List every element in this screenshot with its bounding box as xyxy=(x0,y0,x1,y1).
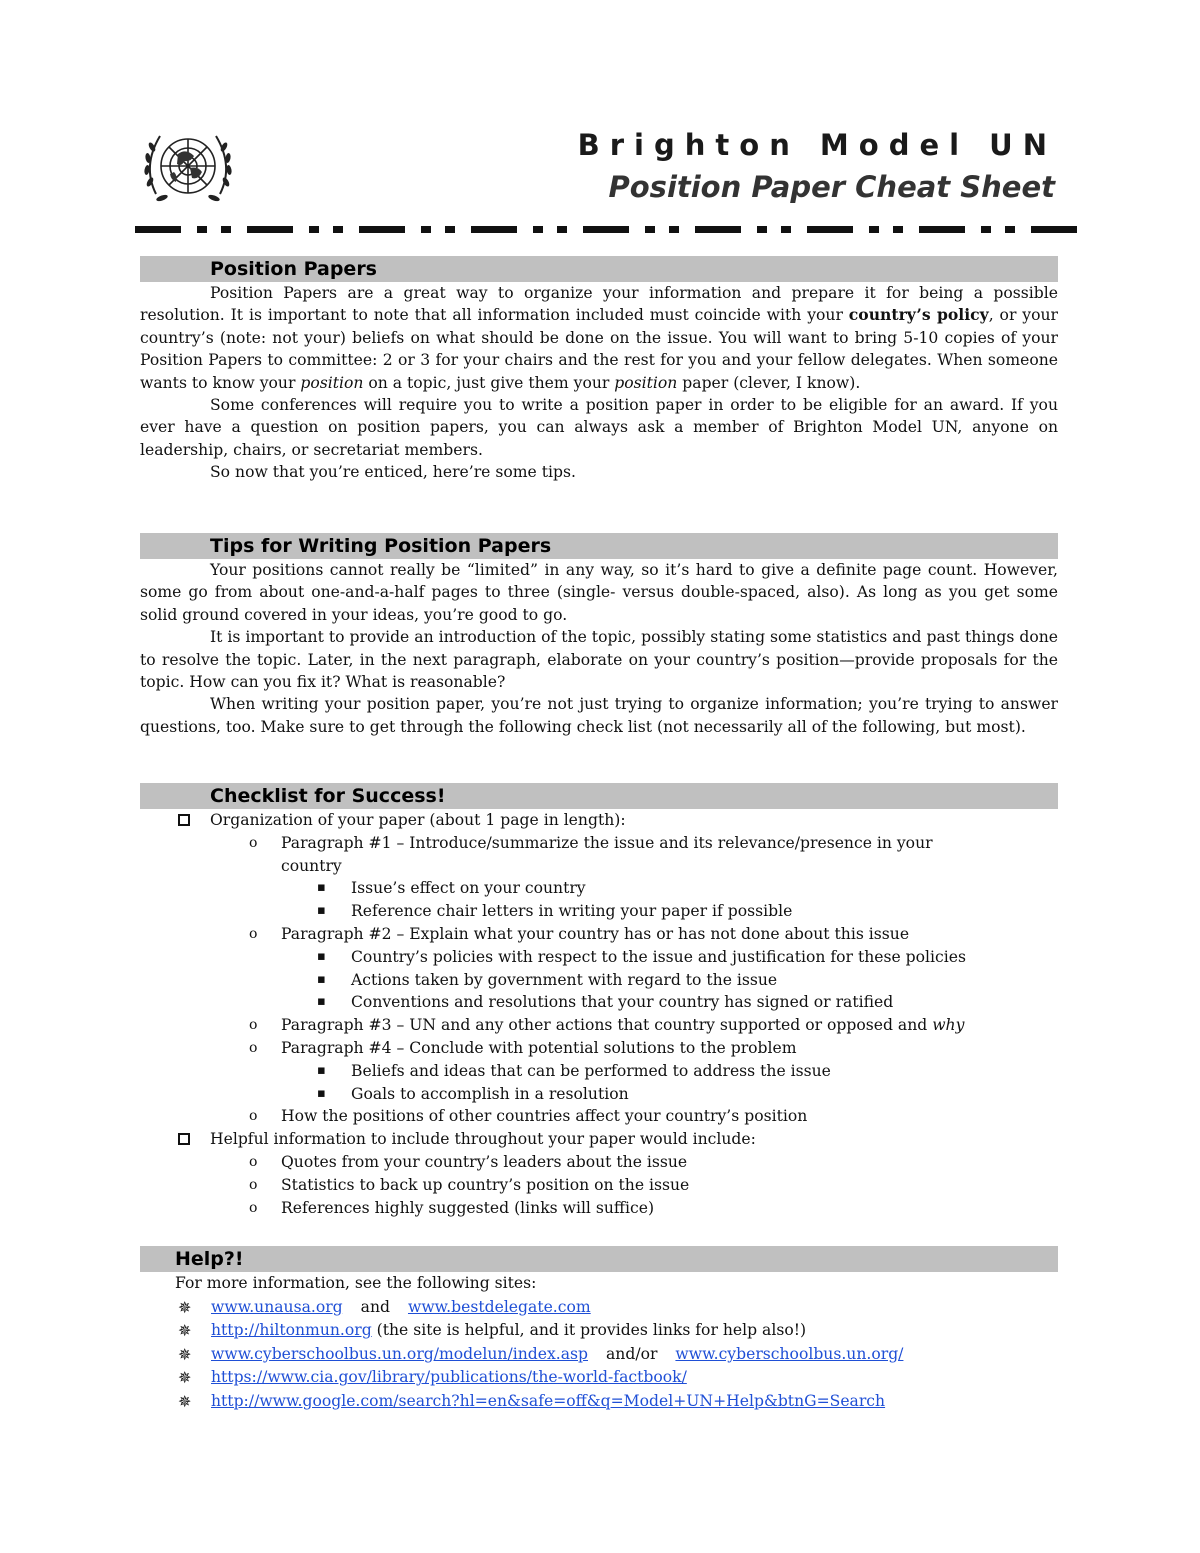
link-bestdelegate[interactable]: www.bestdelegate.com xyxy=(407,1297,591,1316)
section-heading: Tips for Writing Position Papers xyxy=(140,533,1058,559)
circle-bullet-icon: o xyxy=(249,1176,258,1193)
square-bullet-icon: ▪ xyxy=(317,880,326,896)
link-google-search[interactable]: http://www.google.com/search?hl=en&safe=off&q=Model+UN+Help&btnG=Search xyxy=(211,1391,886,1410)
help-intro: For more information, see the following sites: xyxy=(175,1274,537,1292)
list-item xyxy=(140,1390,1058,1414)
link-cyberschoolbus-modelun[interactable]: www.cyberschoolbus.un.org/modelun/index.asp xyxy=(211,1344,588,1363)
paragraph: Your positions cannot really be “limited” in any way, so it’s hard to give a definite page count. However, some go from about one-and-a-half pages to three (single- versus double-spaced, also). As long as you get some solid ground covered in your ideas, you’re good to go. xyxy=(140,561,1058,624)
circle-bullet-icon: o xyxy=(249,1039,258,1056)
section-heading: Checklist for Success! xyxy=(140,783,1058,809)
checklist xyxy=(140,809,1058,1219)
circle-bullet-icon: o xyxy=(249,834,258,851)
list-item xyxy=(140,1366,1058,1390)
help-links xyxy=(140,1272,1058,1414)
square-bullet-icon: ▪ xyxy=(317,994,326,1010)
square-bullet-icon: ▪ xyxy=(317,948,326,964)
star-bullet-icon: ✵ xyxy=(178,1391,192,1411)
list-item: ▪ Goals to accomplish in a resolution xyxy=(140,1083,1058,1106)
list-item: o References highly suggested (links will suffice) xyxy=(140,1197,1058,1220)
section-position-papers xyxy=(140,256,1058,484)
list-item: o Paragraph #3 – UN and any other actions that country supported or opposed and why xyxy=(140,1014,1058,1037)
section-heading: Position Papers xyxy=(140,256,1058,282)
section-body xyxy=(140,559,1058,738)
checkbox-icon xyxy=(178,1133,190,1145)
section-help xyxy=(140,1246,1058,1414)
square-bullet-icon: ▪ xyxy=(317,1062,326,1078)
link-cyberschoolbus[interactable]: www.cyberschoolbus.un.org/ xyxy=(675,1344,904,1363)
square-bullet-icon: ▪ xyxy=(317,903,326,919)
list-item: ▪ Beliefs and ideas that can be performed to address the issue xyxy=(140,1060,1058,1083)
section-tips xyxy=(140,533,1058,738)
circle-bullet-icon: o xyxy=(249,1153,258,1170)
header-divider xyxy=(135,224,1077,236)
star-bullet-icon: ✵ xyxy=(178,1344,192,1364)
section-body xyxy=(140,282,1058,484)
list-item: ▪ Issue’s effect on your country xyxy=(140,877,1058,900)
list-item: ▪ Country’s policies with respect to the issue and justification for these policies xyxy=(140,946,1058,969)
paragraph: It is important to provide an introduction of the topic, possibly stating some statistics and past things done to resolve the topic. Later, in the next paragraph, elaborate on your country’s position—provide proposals for the topic. How can you fix it? What is reasonable? xyxy=(140,628,1058,692)
link-hiltonmun[interactable]: http://hiltonmun.org xyxy=(211,1321,372,1340)
paragraph: When writing your position paper, you’re not just trying to organize information; you’re trying to answer questions, too. Make sure to get through the following check list (not necessarily all of the following, but most). xyxy=(140,695,1058,736)
link-unausa[interactable]: www.unausa.org xyxy=(211,1297,343,1316)
list-item: o Paragraph #1 – Introduce/summarize the issue and its relevance/presence in your country xyxy=(249,833,933,875)
circle-bullet-icon: o xyxy=(249,1108,258,1125)
section-heading: Help?! xyxy=(140,1246,1058,1272)
star-bullet-icon: ✵ xyxy=(178,1321,192,1341)
list-item: ✵ http://hiltonmun.org (the site is helpful, and it provides links for help also!) xyxy=(140,1319,1058,1343)
checkbox-icon xyxy=(178,814,190,826)
un-emblem-icon xyxy=(138,124,238,212)
list-item: ▪ Reference chair letters in writing your paper if possible xyxy=(140,900,1058,923)
circle-bullet-icon: o xyxy=(249,925,258,942)
circle-bullet-icon: o xyxy=(249,1017,258,1034)
checklist-item: Helpful information to include throughout your paper would include: xyxy=(140,1128,1058,1151)
paragraph: Some conferences will require you to write a position paper in order to be eligible for an award. If you ever have a question on position papers, you can always ask a member of Brighton Model UN, anyone on leadership, chairs, or secretariat members. xyxy=(140,396,1058,459)
list-item: o How the positions of other countries affect your country’s position xyxy=(140,1105,1058,1128)
paragraph: So now that you’re enticed, here’re some tips. xyxy=(210,463,576,482)
square-bullet-icon: ▪ xyxy=(317,971,326,987)
checklist-item: Organization of your paper (about 1 page in length): xyxy=(140,809,1058,832)
star-bullet-icon: ✵ xyxy=(178,1368,192,1388)
link-cia-factbook[interactable]: https://www.cia.gov/library/publications/the-world-factbook/ xyxy=(211,1368,687,1387)
list-item: o Quotes from your country’s leaders about the issue xyxy=(140,1151,1058,1174)
paragraph: Position Papers are a great way to organize your information and prepare it for being a possible resolution. It is important to note that all information included must coincide with your country’s policy, or your country’s (note: not your) beliefs on what should be done on the issue. You will want to bring 5-10 copies of your Position Papers to committee: 2 or 3 for your chairs and the rest for you and your fellow delegates. When someone wants to know your position on a topic, just give them your position paper (clever, I know). xyxy=(140,284,1058,392)
list-item: o Paragraph #2 – Explain what your country has or has not done about this issue xyxy=(140,923,1058,946)
list-item: o Statistics to back up country’s position on the issue xyxy=(140,1174,1058,1197)
list-item: ▪ Conventions and resolutions that your country has signed or ratified xyxy=(140,991,1058,1014)
square-bullet-icon: ▪ xyxy=(317,1085,326,1101)
list-item: o Paragraph #4 – Conclude with potential solutions to the problem xyxy=(140,1037,1058,1060)
section-checklist xyxy=(140,783,1058,1219)
list-item: ✵ www.unausa.org and www.bestdelegate.com xyxy=(140,1296,1058,1320)
document-title: Brighton Model UN xyxy=(577,128,1057,162)
list-item: ✵ www.cyberschoolbus.un.org/modelun/index.asp and/or www.cyberschoolbus.un.org/ xyxy=(140,1343,1058,1367)
document-subtitle: Position Paper Cheat Sheet xyxy=(608,170,1055,204)
list-item: ▪ Actions taken by government with regard to the issue xyxy=(140,969,1058,992)
circle-bullet-icon: o xyxy=(249,1199,258,1216)
star-bullet-icon: ✵ xyxy=(178,1297,192,1317)
